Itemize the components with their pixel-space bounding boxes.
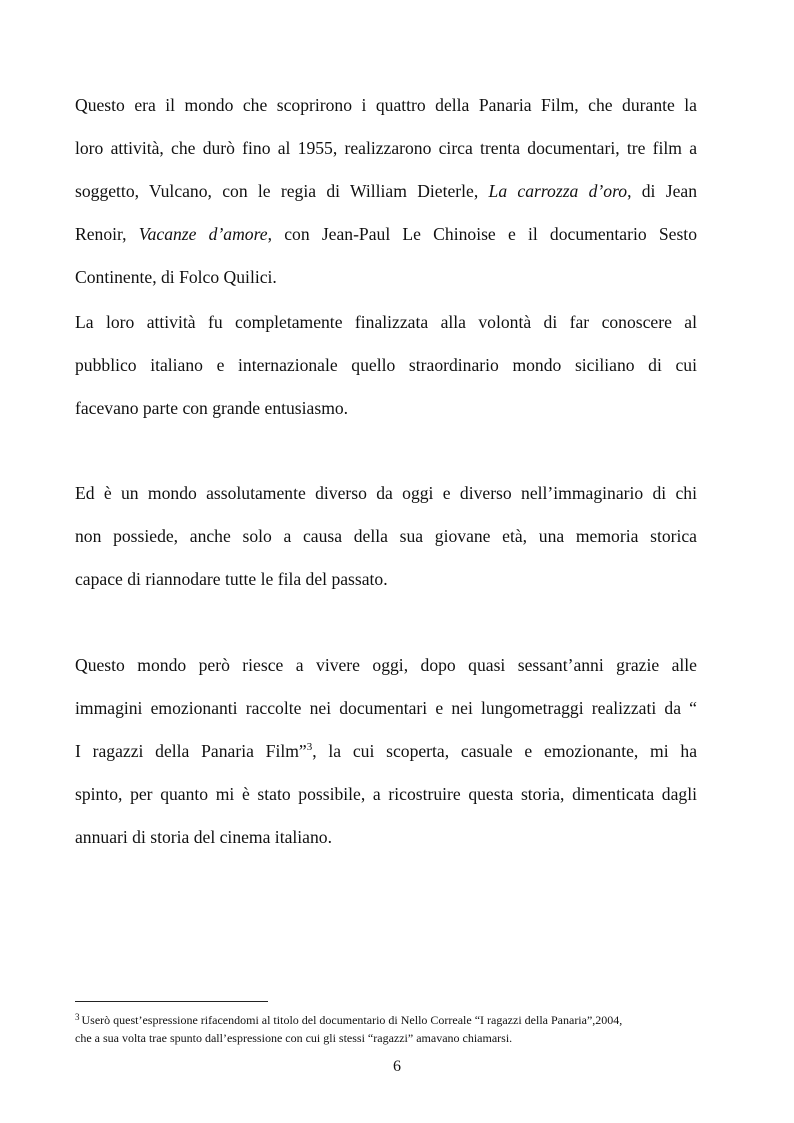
text-line: soggetto, Vulcano, con le regia di William Dieterle, La carrozza d’oro, di Jean [75, 181, 697, 201]
footnote-line: che a sua volta trae spunto dall’espressione con cui gli stessi “ragazzi” amavano chiamarsi. [75, 1031, 513, 1045]
film-title: La carrozza d’oro [488, 181, 628, 201]
text-line: pubblico italiano e internazionale quello straordinario mondo siciliano di cui [75, 355, 697, 375]
paragraph-4 [75, 655, 697, 847]
paragraph-3 [75, 483, 697, 589]
text-line: annuari di storia del cinema italiano. [75, 827, 332, 847]
text-line: non possiede, anche solo a causa della sua giovane età, una memoria storica [75, 526, 697, 546]
text-line: Questo mondo però riesce a vivere oggi, dopo quasi sessant’anni grazie alle [75, 655, 697, 675]
text-line: spinto, per quanto mi è stato possibile, a ricostruire questa storia, dimenticata dagli [75, 784, 697, 804]
paragraph-2 [75, 312, 697, 418]
text-line: La loro attività fu completamente finalizzata alla volontà di far conoscere al [75, 312, 697, 332]
text-line: Ed è un mondo assolutamente diverso da oggi e diverso nell’immaginario di chi [75, 483, 697, 503]
footnote-number: 3 [75, 1012, 80, 1022]
footnote-line: $^3$ Userò quest’espressione rifacendomi al titolo del documentario di Nello Correale “I ragazzi della Panaria”,2004, [75, 1012, 623, 1027]
text-line: facevano parte con grande entusiasmo. [75, 398, 349, 418]
text-line: loro attività, che durò fino al 1955, realizzarono circa trenta documentari, tre film a [75, 138, 697, 158]
text-line: I ragazzi della Panaria Film”$^3$, la cui scoperta, casuale e emozionante, mi ha [75, 741, 698, 761]
text-line: Renoir, Vacanze d’amore, con Jean-Paul Le Chinoise e il documentario Sesto [75, 224, 697, 244]
film-title: Vacanze d’amore [138, 224, 268, 244]
footnote-reference[interactable]: 3 [306, 741, 313, 753]
text-line: capace di riannodare tutte le fila del passato. [75, 569, 388, 589]
text-line: Continente, di Folco Quilici. [75, 267, 277, 287]
text-line: Questo era il mondo che scoprirono i quattro della Panaria Film, che durante la [75, 95, 697, 115]
footnote [75, 1013, 697, 1046]
text-line: immagini emozionanti raccolte nei documentari e nei lungometraggi realizzati da “ [75, 698, 697, 718]
paragraph-1 [75, 95, 697, 287]
footnote-divider [75, 1001, 268, 1002]
page-number: 6 [393, 1058, 401, 1075]
